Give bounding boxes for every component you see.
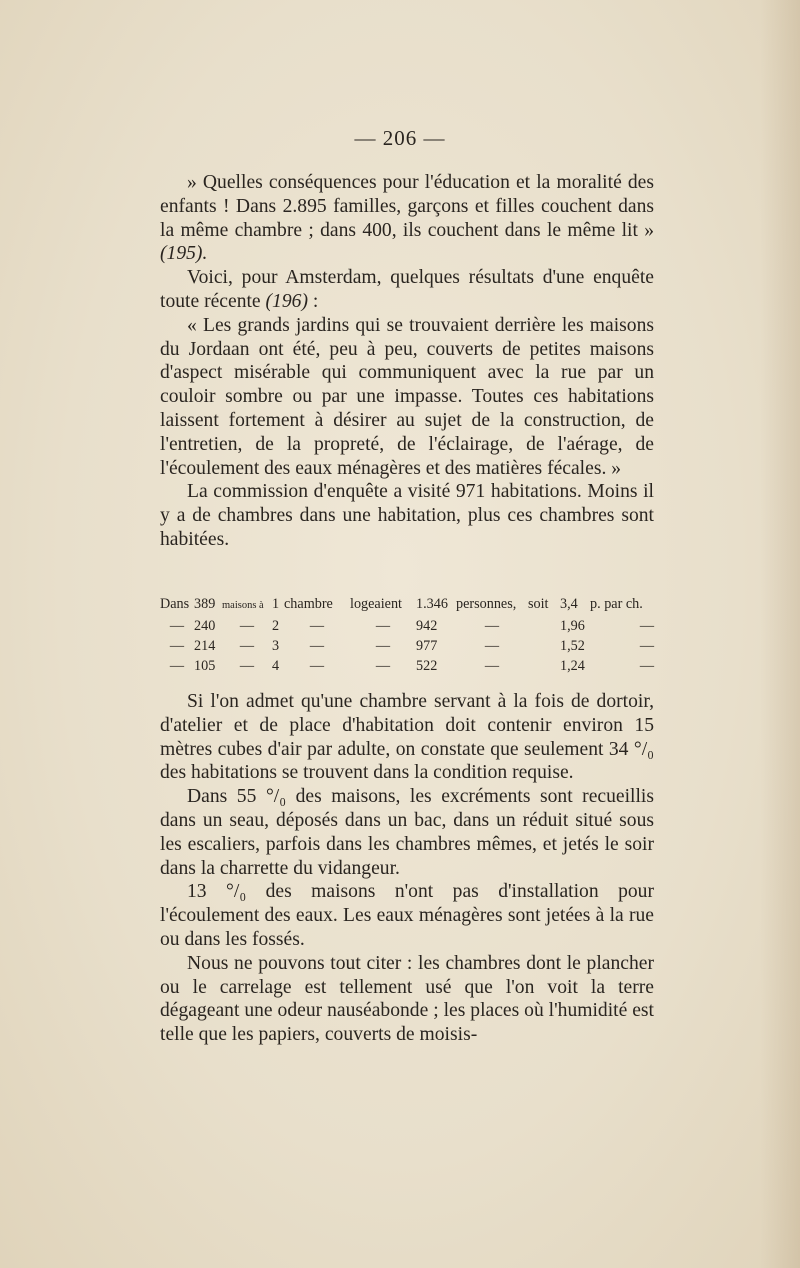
table-cell: —: [375, 638, 391, 654]
paragraph-amsterdam: [160, 266, 654, 314]
table-cell: 105: [194, 658, 216, 674]
table-cell: —: [169, 658, 185, 674]
table-cell: [528, 656, 560, 676]
housing-statistics-table: [160, 594, 654, 676]
table-cell: —: [309, 618, 325, 634]
table-cell: 1.346: [416, 596, 448, 612]
table-cell: personnes,: [456, 596, 517, 612]
table-cell: 389: [194, 596, 216, 612]
table-cell: —: [239, 658, 255, 674]
paragraph-quote-jordaan: « Les grands jardins qui se trouvaient derrière les maisons du Jordaan ont été, peu à peu, couverts de petites maisons d'aspect misérable qui communiquent avec la rue par un couloir sombre ou par une impasse. Toutes ces habitations laissent fortement à désirer au sujet de la construction, de l'entretien, de la propreté, de l'éclairage, de l'aérage, de l'écoulement des eaux ménagères et des matières fécales. »: [160, 314, 654, 479]
table-cell: 214: [194, 638, 216, 654]
table-cell: —: [375, 618, 391, 634]
table-row: [160, 636, 654, 656]
table-cell: —: [639, 618, 654, 634]
table-cell: —: [484, 658, 500, 674]
page-edge-shadow: [760, 0, 800, 1268]
footnote-reference: (195).: [160, 243, 208, 265]
table-cell: 1,96: [560, 618, 585, 634]
paragraph-commission: La commission d'enquête a visité 971 habitations. Moins il y a de chambres dans une habitation, plus ces chambres sont habitées.: [160, 481, 654, 550]
table-cell: —: [169, 618, 185, 634]
paragraph-text: » Quelles conséquences pour l'éducation et la moralité des enfants ! Dans 2.895 familles, garçons et filles couchent dans la même chambre ; dans 400, ils couchent dans le même lit »: [160, 172, 654, 241]
table-row: [160, 616, 654, 636]
table-cell: [528, 616, 560, 636]
table-cell: soit: [528, 596, 549, 612]
table-cell: —: [239, 638, 255, 654]
text-block-top: [160, 171, 654, 552]
table-cell: p. par ch.: [590, 596, 643, 612]
table-cell: —: [309, 638, 325, 654]
table-cell: 3: [272, 638, 280, 654]
table-cell: 522: [416, 658, 438, 674]
table-cell: —: [639, 638, 654, 654]
table-cell: [528, 636, 560, 656]
paragraph-drainage: 13 °/₀ des maisons n'ont pas d'installation pour l'écoulement des eaux. Les eaux ménagères sont jetées à la rue ou dans les fossés.: [160, 881, 654, 950]
table-cell: Dans: [160, 596, 190, 612]
table-cell: —: [309, 658, 325, 674]
table-cell: maisons à: [222, 600, 264, 611]
paragraph-air-volume: Si l'on admet qu'une chambre servant à la fois de dortoir, d'atelier et de place d'habitation doit contenir environ 15 mètres cubes d'air par adulte, on constate que seulement 34 °/₀ des habitations se trouvent dans la condition requise.: [160, 691, 654, 784]
paragraph-text: Voici, pour Amsterdam, quelques résultats d'une enquête toute récente: [160, 267, 654, 312]
table-cell: 240: [194, 618, 216, 634]
table-cell: 3,4: [560, 596, 578, 612]
table-cell: 2: [272, 618, 280, 634]
paragraph-excrements: Dans 55 °/₀ des maisons, les excréments sont recueillis dans un seau, déposés dans un bac, dans un réduit situé sous les escaliers, parfois dans les chambres mêmes, et jetés le soir dans la charrette du vidangeur.: [160, 786, 654, 879]
table-cell: 942: [416, 618, 438, 634]
paragraph-text: :: [307, 290, 319, 312]
table-cell: 4: [272, 658, 280, 674]
table-cell: —: [375, 658, 391, 674]
table-cell: —: [239, 618, 255, 634]
paragraph-consequences: [160, 171, 654, 266]
table-cell: 977: [416, 638, 438, 654]
table-cell: 1: [272, 596, 280, 612]
table-cell: —: [484, 638, 500, 654]
footnote-reference: (196): [265, 290, 308, 312]
table-cell: chambre: [284, 596, 333, 612]
table-cell: —: [484, 618, 500, 634]
table-row: [160, 656, 654, 676]
table-cell: —: [639, 658, 654, 674]
table-cell: logeaient: [350, 596, 402, 612]
page-number: — 206 —: [354, 126, 446, 150]
table-row: [160, 594, 654, 616]
table-cell: 1,52: [560, 638, 585, 654]
text-block-bottom: [160, 690, 654, 1047]
paragraph-conditions: Nous ne pouvons tout citer : les chambres dont le plancher ou le carrelage est tellement usé que l'on voit la terre dégageant une odeur nauséabonde ; les places où l'humidité est telle que les papiers, couverts de moisis-: [160, 952, 654, 1046]
table-cell: —: [169, 638, 185, 654]
table-cell: 1,24: [560, 658, 585, 674]
